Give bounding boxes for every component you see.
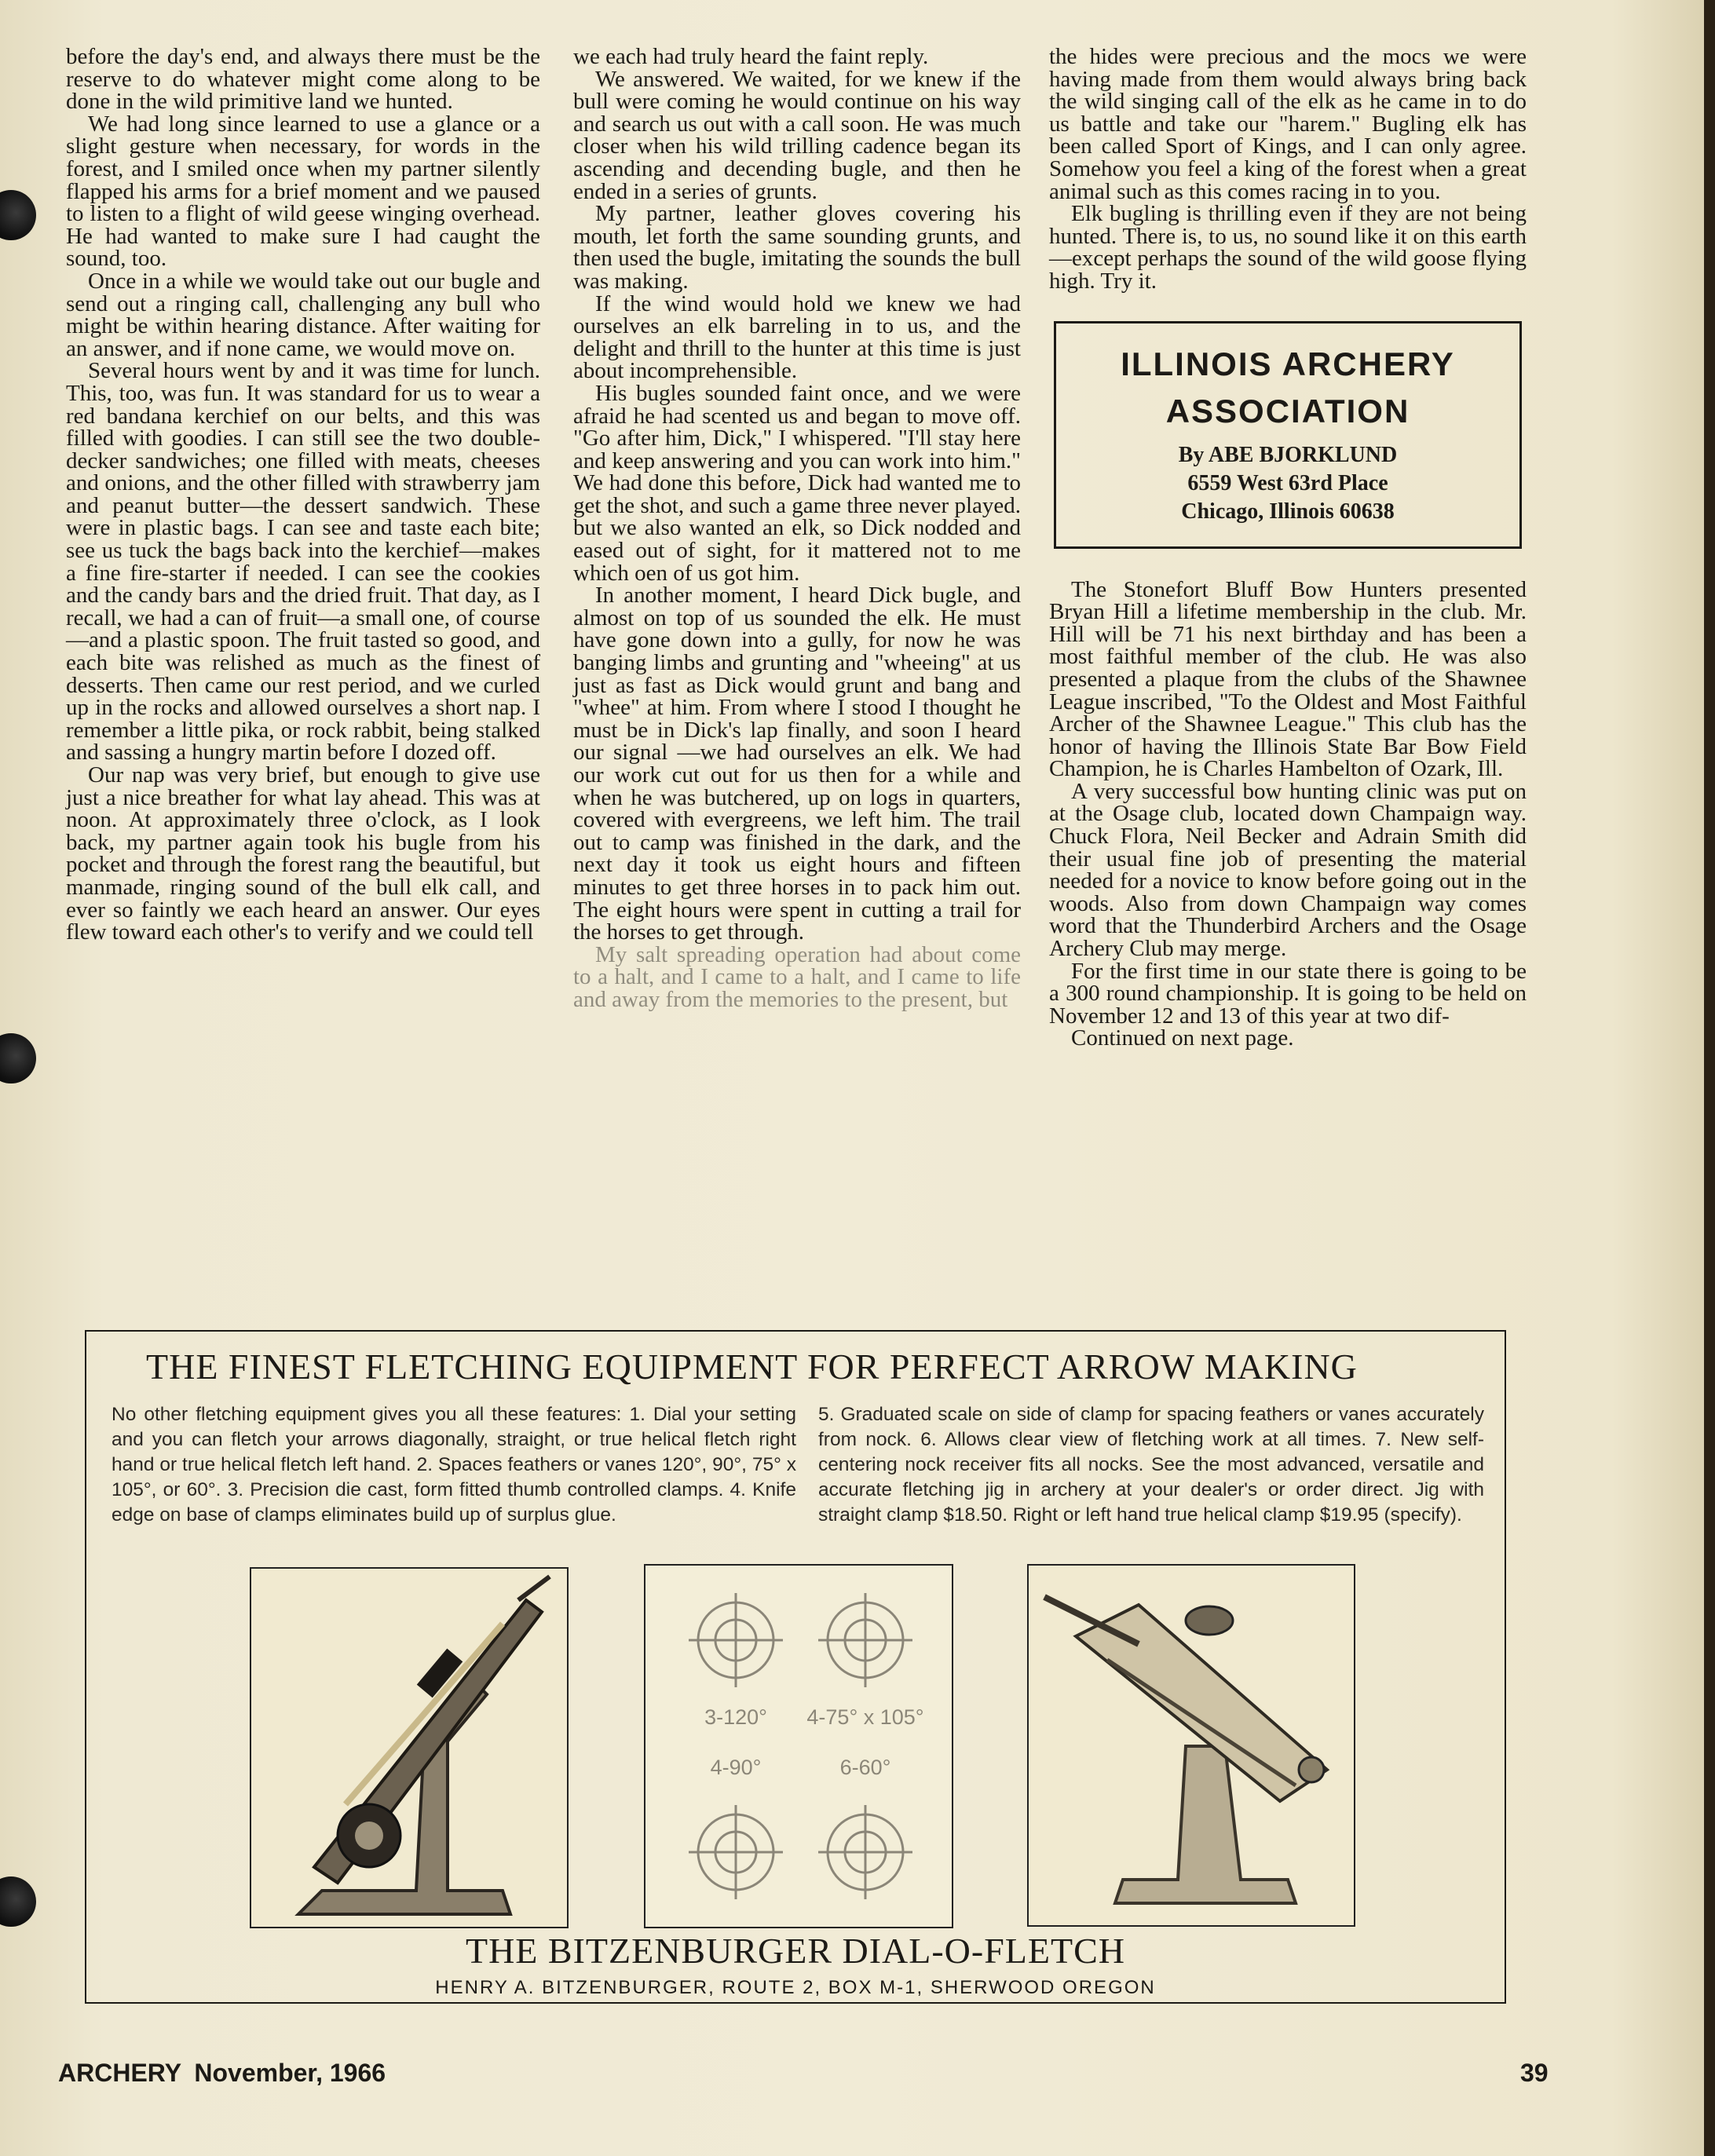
column-3-intro	[1049, 46, 1527, 293]
paragraph: My partner, leather gloves covering his mouth, let forth the same sounding grunts, and then used the bugle, imitating the sounds the bull was making.	[573, 201, 1021, 294]
binder-hole-middle	[0, 1033, 36, 1083]
paragraph: before the day's end, and always there must be the reserve to do whatever might come along to be done in the wild primitive land we hunted.	[66, 44, 540, 115]
footer-date: November, 1966	[194, 2059, 386, 2087]
nock-spacing-diagram	[644, 1564, 953, 1928]
paragraph: For the first time in our state there is going to be a 300 round championship. It is going to be held on November 12 and 13 of this year at two dif-	[1049, 958, 1527, 1029]
paragraph: Several hours went by and it was time for lunch. This, too, was fun. It was standard for us to wear a red bandana kerchief on our belts, and this was filled with goodies. I can still see the two double-decker sandwiches; one filled with meats, cheeses and onions, and the other filled with strawberry jam and peanut butter—the dessert sandwich. These were in plastic bags. I can see and taste each bite; see us tuck the bags back into the kerchief—makes a fine fire-starter if needed. I can see the cookies and the candy bars and the dried fruit. That day, as I recall, we had a can of fruit—a small one, of course—and a plastic spoon. The fruit tasted so good, and each bite was relished as much as the finest of desserts. Then came our rest period, and we curled up in the rocks and allowed ourselves a short nap. I remember a little pika, or rock rabbit, being stalked and sassing a hungry martin before I dozed off.	[66, 358, 540, 766]
ad-address: HENRY A. BITZENBURGER, ROUTE 2, BOX M-1, SHERWOOD OREGON	[435, 1977, 1156, 1998]
spacing-label-3-120: 3-120°	[704, 1705, 767, 1729]
article-column-1	[66, 46, 540, 944]
ad-headline: THE FINEST FLETCHING EQUIPMENT FOR PERFECT ARROW MAKING	[146, 1347, 1358, 1387]
article-column-2	[573, 46, 1021, 1011]
footer-magazine	[58, 2059, 386, 2088]
continued-note: Continued on next page.	[1071, 1025, 1294, 1051]
column-3-body	[1049, 576, 1527, 1029]
spacing-label-4-90: 4-90°	[710, 1756, 762, 1779]
page-edge	[1704, 0, 1715, 2156]
paragraph: Our nap was very brief, but enough to give use just a nice breather for what lay ahead. This was at noon. At approximately three o'clock, as I look back, my partner again took his bugle from his pocket and through the forest rang the beautiful, but manmade, ringing sound of the bull elk call, and ever so faintly we each heard an answer. Our eyes flew toward each other's to verify and we could tell	[66, 762, 540, 945]
ad-body-right: 5. Graduated scale on side of clamp for spacing feathers or vanes accurately from nock. 6. Allows clear view of fletching work at all times. 7. New self-centering nock receiver fits all nocks. See the most advanced, versatile and accurate fletching jig in archery at your dealer's or order direct. Jig with straight clamp $18.50. Right or left hand true helical clamp $19.95 (specify).	[818, 1404, 1484, 1526]
paragraph: The Stonefort Bluff Bow Hunters presented Bryan Hill a lifetime membership in the club. Mr. Hill will be 71 his next birthday and has been a most faithful member of the club. He was also presented a plaque from the clubs of the Shawnee League inscribed, "To the Oldest and Most Faithful Archer of the Shawnee League." This club has the honor of having the Illinois State Bar Bow Field Champion, he is Charles Hambelton of Ozark, Ill.	[1049, 576, 1527, 782]
spacing-label-4-75-105: 4-75° x 105°	[806, 1705, 924, 1729]
paragraph: we each had truly heard the faint reply.	[573, 44, 929, 69]
spacing-label-6-60: 6-60°	[839, 1756, 891, 1779]
article-column-3	[1049, 46, 1527, 1050]
association-title-line2: ASSOCIATION	[1165, 392, 1410, 429]
paragraph: His bugles sounded faint once, and we were afraid he had scented us and began to move off. "Go after him, Dick," I whispered. "I'll stay here and keep answering and you can work into him." We had done this before, Dick had wanted me to get the shot, and such a game three never played. but we also wanted an elk, so Dick nodded and eased out of sight, for it mattered not to me which oen of us got him.	[573, 380, 1021, 586]
paragraph: Once in a while we would take out our bugle and send out a ringing call, challenging any bull who might be within hearing distance. After waiting for an answer, and if none came, we would move on.	[66, 268, 540, 361]
paragraph: the hides were precious and the mocs we were having made from them would always bring back the wild singing call of the elk as he came in to do us battle and take our "harem." Bugling elk has been called Sport of Kings, and I can only agree. Somehow you feel a king of the forest when a great animal such as this comes racing in to you.	[1049, 44, 1527, 204]
fletching-jig-photo-right	[1027, 1564, 1355, 1927]
paragraph: In another moment, I heard Dick bugle, and almost on top of us sounded the elk. He must have gone down into a gully, for now he was banging limbs and grunting and "wheeing" at us just as fast as Dick would grunt and bang and "whee" at him. From where I stood I thought he must be in Dick's lap finally, and soon I heard our signal —we had ourselves an elk. We had our work cut out for us then for a while and when he was butchered, up on logs in quarters, covered with evergreens, we left him. The trail out to camp was finished in the dark, and the next day it took us eight hours and fifteen minutes to get three horses in to pack him out. The eight hours were spent in cutting a trail for the horses to get through.	[573, 583, 1021, 945]
column-2-body	[573, 46, 1021, 944]
association-address-line1: 6559 West 63rd Place	[1187, 470, 1388, 495]
ad-body-left: No other fletching equipment gives you all these features: 1. Dial your setting and you can fletch your arrows diagonally, straight, or true helical fletch right hand or true helical fletch left hand. 2. Spaces feathers or vanes 120°, 90°, 75° x 105°, or 60°. 3. Precision die cast, form fitted thumb controlled clamps. 4. Knife edge on base of clamps eliminates build up of surplus glue.	[112, 1404, 796, 1526]
binder-hole-bottom	[0, 1876, 36, 1927]
footer-magazine-name: ARCHERY	[58, 2059, 181, 2087]
fletching-ad	[85, 1330, 1506, 2004]
paragraph: We answered. We waited, for we knew if the bull were coming he would continue on his way and search us out with a call soon. He was much closer when his wild trilling cadence began its ascending and decending bugle, and then he ended in a series of grunts.	[573, 66, 1021, 204]
fletching-jig-photo-left	[250, 1567, 569, 1928]
page-number: 39	[1520, 2059, 1549, 2087]
faded-paragraph: My salt spreading operation had about come to a halt, and I came to a halt, and I came to life and away from the memories to the present, but	[573, 941, 1021, 1012]
illinois-archery-association-box	[1054, 321, 1522, 549]
paragraph: We had long since learned to use a glance or a slight gesture when necessary, for words in the forest, and I smiled once when my partner silently flapped his arms for a brief moment and we paused to listen to a flight of wild geese winging overhead. He had wanted to make sure I had caught the sound, too.	[66, 111, 540, 272]
paragraph: If the wind would hold we knew we had ourselves an elk barreling in to us, and the delight and thrill to the hunter at this time is just about incomprehensible.	[573, 291, 1021, 384]
paragraph: Elk bugling is thrilling even if they are not being hunted. There is, to us, no sound like it on this earth—except perhaps the sound of the wild goose flying high. Try it.	[1049, 201, 1527, 294]
paragraph: A very successful bow hunting clinic was put on at the Osage club, located down Champaign way. Chuck Flora, Neil Becker and Adrain Smith did their usual fine job of presenting the material needed for a novice to know before going out in the woods. Also from down Champaign way comes word that the Thunderbird Archers and the Osage Archery Club may merge.	[1049, 778, 1527, 962]
association-address-line2: Chicago, Illinois 60638	[1181, 499, 1395, 524]
ad-product-name: THE BITZENBURGER DIAL-O-FLETCH	[465, 1931, 1125, 1971]
binder-hole-top	[0, 190, 36, 240]
association-title-line1: ILLINOIS ARCHERY	[1121, 345, 1455, 382]
association-byline: By ABE BJORKLUND	[1178, 442, 1398, 467]
